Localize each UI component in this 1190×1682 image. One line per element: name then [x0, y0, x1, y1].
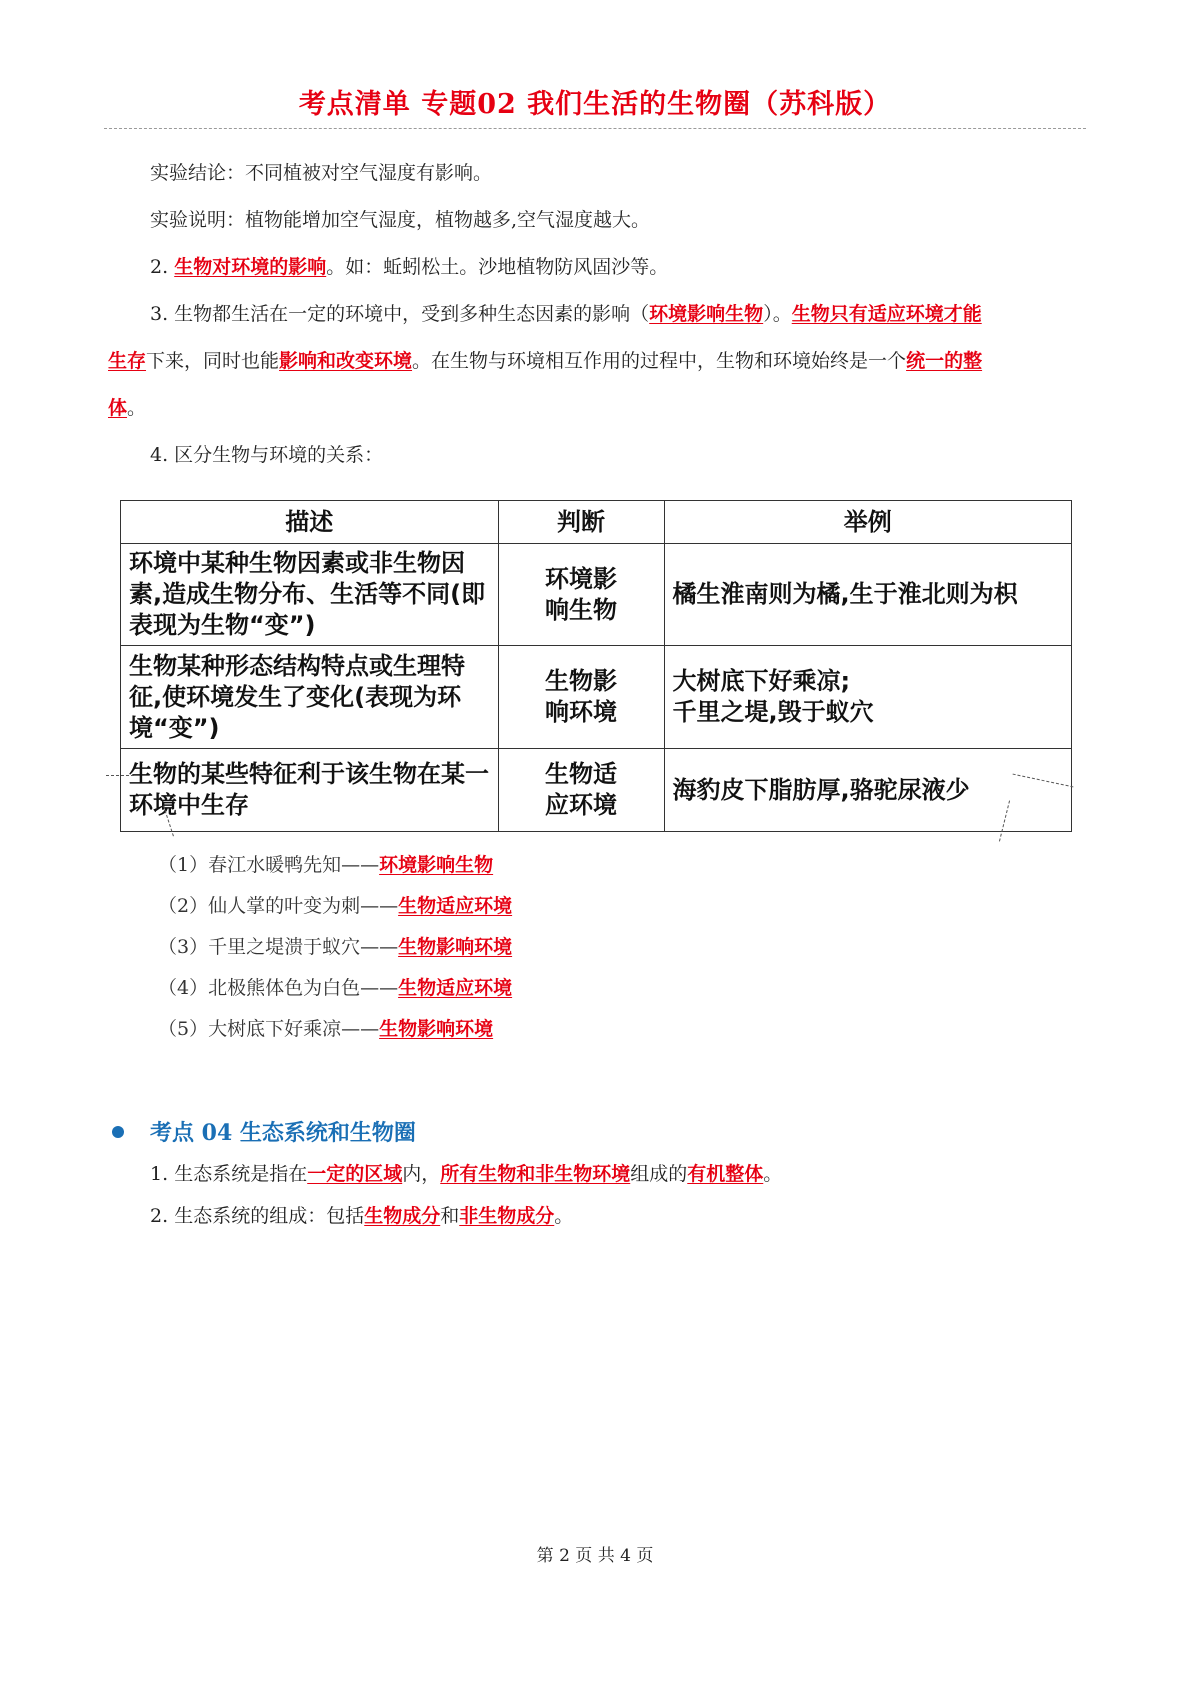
- bullet-icon: [112, 1126, 124, 1138]
- point-text: 。: [763, 1163, 783, 1185]
- point-3-text-d: 。在生物与环境相互作用的过程中，生物和环境始终是一个: [412, 350, 907, 372]
- example-answer: 环境影响生物: [379, 854, 494, 876]
- point-2-text: 。如：蚯蚓松土。沙地植物防风固沙等。: [326, 256, 669, 278]
- point-text: 生态系统是指在: [174, 1163, 308, 1185]
- list-item: [158, 975, 512, 1001]
- table-header-judgement: 判断: [498, 501, 664, 544]
- experiment-conclusion: 实验结论：不同植被对空气湿度有影响。: [150, 162, 493, 184]
- table-header-example: 举例: [664, 501, 1072, 544]
- point-3-text-e: 。: [127, 397, 147, 419]
- example-answer: 生物影响环境: [379, 1018, 494, 1040]
- example-answer: 生物适应环境: [398, 895, 513, 917]
- point-3-keyword-6: 体: [108, 397, 128, 419]
- table-cell-judgement: [498, 544, 664, 646]
- page-title: 考点清单 专题02 我们生活的生物圈（苏科版）: [298, 89, 892, 120]
- table-header-description: 描述: [121, 501, 499, 544]
- point-3-text-b: ）。: [763, 303, 792, 325]
- point-3-line-2: [108, 348, 982, 374]
- point-keyword: 所有生物和非生物环境: [440, 1163, 631, 1185]
- table-header-row: [121, 501, 1072, 544]
- relationship-table: [120, 500, 1072, 832]
- point-3-keyword-5: 统一的整: [906, 350, 983, 372]
- list-item: [158, 1016, 493, 1042]
- header-divider: [104, 128, 1086, 129]
- point-text: 和: [440, 1205, 460, 1227]
- section-4-point-2: [150, 1203, 573, 1229]
- table-row: [121, 646, 1072, 749]
- point-3-line-3: [108, 395, 146, 421]
- point-3-keyword-1: 环境影响生物: [649, 303, 764, 325]
- point-3-text-a: 3. 生物都生活在一定的环境中，受到多种生态因素的影响（: [150, 303, 650, 325]
- point-keyword: 生物成分: [364, 1205, 441, 1227]
- example-text: （2）仙人掌的叶变为刺——: [158, 895, 399, 917]
- table-cell-description: 环境中某种生物因素或非生物因素,造成生物分布、生活等不同(即表现为生物“变”): [121, 544, 499, 646]
- point-text: 内，: [402, 1163, 441, 1185]
- point-3-keyword-3: 生存: [108, 350, 147, 372]
- table-row: [121, 544, 1072, 646]
- table-cell-judgement: [498, 646, 664, 749]
- point-keyword: 非生物成分: [459, 1205, 555, 1227]
- point-2-keyword: 生物对环境的影响: [174, 256, 327, 278]
- section-heading: [112, 1116, 416, 1147]
- point-text: 组成的: [630, 1163, 688, 1185]
- judgement-text: 生物适应环境: [545, 760, 618, 819]
- table-cell-judgement: [498, 749, 664, 832]
- example-text: （1）春江水暖鸭先知——: [158, 854, 380, 876]
- example-text: （4）北极熊体色为白色——: [158, 977, 399, 999]
- judgement-text: 环境影响生物: [545, 564, 618, 624]
- point-2-number: 2.: [150, 256, 169, 278]
- table-row: [121, 749, 1072, 832]
- table-cell-example: 海豹皮下脂肪厚,骆驼尿液少: [664, 749, 1072, 832]
- judgement-text: 生物影响环境: [545, 667, 618, 726]
- section-heading-text: 考点 04 生态系统和生物圈: [150, 1120, 416, 1146]
- point-3-text-c: 下来，同时也能: [146, 350, 280, 372]
- point-text: 生态系统的组成：包括: [174, 1205, 365, 1227]
- experiment-explanation: 实验说明：植物能增加空气湿度，植物越多,空气湿度越大。: [150, 209, 651, 231]
- point-keyword: 一定的区域: [307, 1163, 403, 1185]
- list-item: [158, 934, 512, 960]
- point-number: 2.: [150, 1205, 169, 1227]
- point-3-line-1: [150, 301, 982, 327]
- example-text: （3）千里之堤溃于蚁穴——: [158, 936, 399, 958]
- table-cell-example: 橘生淮南则为橘,生于淮北则为枳: [664, 544, 1072, 646]
- point-text: 。: [554, 1205, 574, 1227]
- table-cell-description: 生物某种形态结构特点或生理特征,使环境发生了变化(表现为环境“变”): [121, 646, 499, 749]
- list-item: [158, 852, 493, 878]
- table-cell-description: 生物的某些特征利于该生物在某一环境中生存: [121, 749, 499, 832]
- point-number: 1.: [150, 1163, 169, 1185]
- point-2: [150, 254, 668, 280]
- point-keyword: 有机整体: [687, 1163, 764, 1185]
- point-4: 4. 区分生物与环境的关系：: [150, 444, 384, 466]
- point-3-keyword-4: 影响和改变环境: [279, 350, 413, 372]
- list-item: [158, 893, 512, 919]
- section-4-point-1: [150, 1161, 782, 1187]
- table-cell-example: 大树底下好乘凉; 千里之堤,毁于蚁穴: [664, 646, 1072, 749]
- example-answer: 生物适应环境: [398, 977, 513, 999]
- crop-mark: [106, 775, 134, 776]
- point-3-keyword-2: 生物只有适应环境才能: [791, 303, 982, 325]
- example-answer: 生物影响环境: [398, 936, 513, 958]
- page-footer: 第 2 页 共 4 页: [536, 1546, 654, 1566]
- example-text: （5）大树底下好乘凉——: [158, 1018, 380, 1040]
